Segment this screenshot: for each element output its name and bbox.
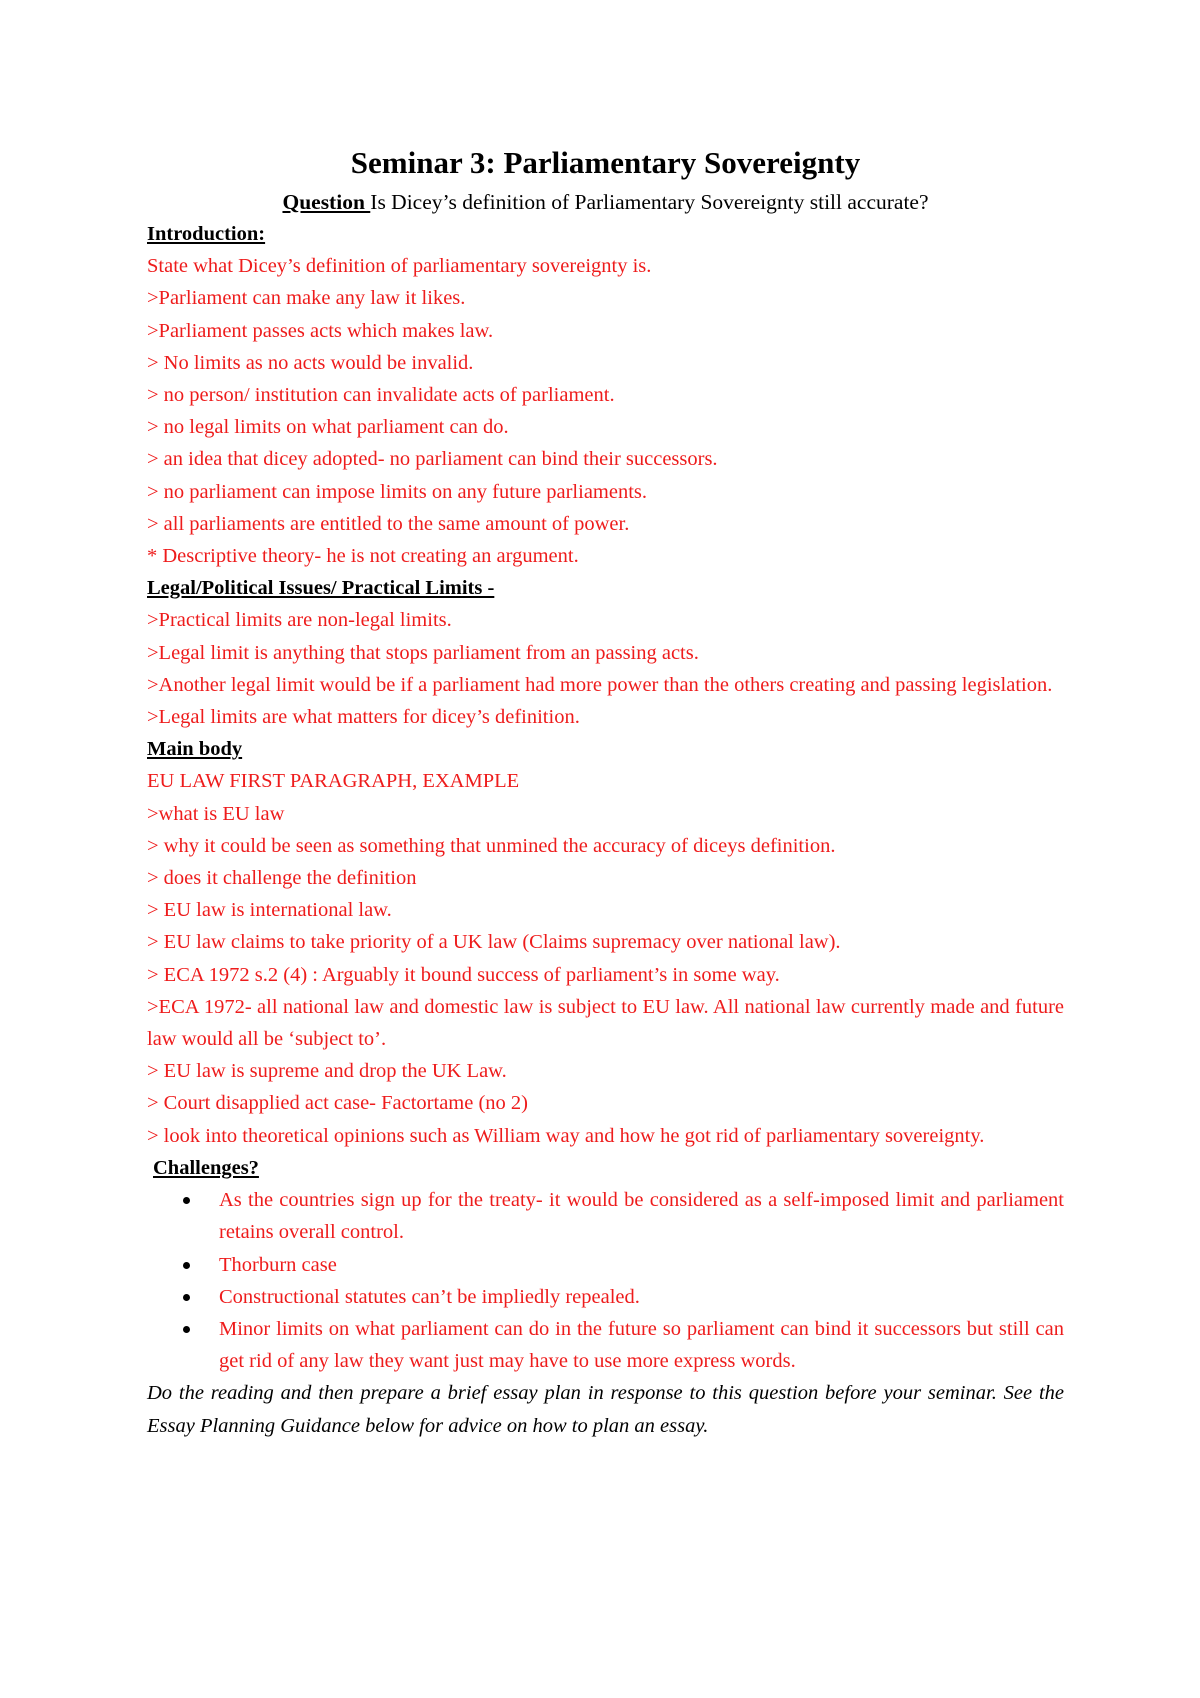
intro-note: >Parliament passes acts which makes law. bbox=[147, 319, 494, 342]
intro-note: > no legal limits on what parliament can do. bbox=[147, 416, 509, 439]
question-text: Is Dicey’s definition of Parliamentary Sovereignty still accurate? bbox=[370, 190, 929, 214]
main-body-heading: Main body bbox=[147, 738, 243, 761]
main-note: > Court disapplied act case- Factortame (no 2) bbox=[147, 1092, 529, 1115]
main-note: >what is EU law bbox=[147, 802, 285, 825]
legal-note: >Legal limit is anything that stops parliament from an passing acts. bbox=[147, 641, 699, 664]
main-note: > look into theoretical opinions such as William way and how he got rid of parliamentary sovereignty. bbox=[147, 1124, 985, 1147]
main-note: > why it could be seen as something that unmined the accuracy of diceys definition. bbox=[147, 834, 836, 857]
legal-note: >Another legal limit would be if a parliament had more power than the others creating and passing legislation. bbox=[147, 673, 1053, 696]
main-body-notes bbox=[147, 765, 1064, 1151]
bullet-icon bbox=[183, 1294, 190, 1301]
main-note: EU LAW FIRST PARAGRAPH, EXAMPLE bbox=[147, 770, 520, 793]
main-note: > EU law is international law. bbox=[147, 899, 392, 922]
introduction-heading: Introduction: bbox=[147, 223, 266, 245]
challenge-text: As the countries sign up for the treaty- it would be considered as a self-imposed limit and parliament retains overall control. bbox=[219, 1189, 1064, 1244]
main-note: > EU law is supreme and drop the UK Law. bbox=[147, 1060, 507, 1083]
legal-political-heading: Legal/Political Issues/ Practical Limits - bbox=[147, 577, 495, 600]
challenges-heading: Challenges? bbox=[153, 1156, 259, 1179]
closing-instruction: Do the reading and then prepare a brief essay plan in response to this question before your seminar. See the Essay Planning Guidance below for advice on how to plan an essay. bbox=[147, 1382, 1064, 1437]
intro-note: > an idea that dicey adopted- no parliament can bind their successors. bbox=[147, 448, 718, 471]
intro-note: > no parliament can impose limits on any future parliaments. bbox=[147, 480, 648, 503]
list-item bbox=[219, 1184, 1064, 1248]
intro-note: State what Dicey’s definition of parliamentary sovereignty is. bbox=[147, 255, 652, 278]
bullet-icon bbox=[183, 1197, 190, 1204]
introduction-notes bbox=[147, 250, 1064, 572]
main-note: > ECA 1972 s.2 (4) : Arguably it bound success of parliament’s in some way. bbox=[147, 963, 780, 986]
bullet-icon bbox=[183, 1262, 190, 1269]
legal-note: >Practical limits are non-legal limits. bbox=[147, 609, 452, 632]
intro-note: > no person/ institution can invalidate acts of parliament. bbox=[147, 384, 615, 407]
intro-note: * Descriptive theory- he is not creating an argument. bbox=[147, 545, 579, 568]
legal-note: >Legal limits are what matters for dicey’s definition. bbox=[147, 706, 580, 729]
question-line bbox=[147, 186, 1064, 218]
intro-note: >Parliament can make any law it likes. bbox=[147, 287, 466, 310]
challenge-text: Thorburn case bbox=[219, 1253, 337, 1276]
main-note: > EU law claims to take priority of a UK law (Claims supremacy over national law). bbox=[147, 931, 841, 954]
challenges-list bbox=[147, 1184, 1064, 1377]
page-title: Seminar 3: Parliamentary Sovereignty bbox=[350, 145, 861, 180]
list-item bbox=[219, 1281, 1064, 1313]
main-note: >ECA 1972- all national law and domestic law is subject to EU law. All national law currently made and future law would all be ‘subject to’. bbox=[147, 995, 1064, 1051]
list-item bbox=[219, 1313, 1064, 1377]
bullet-icon bbox=[183, 1326, 190, 1333]
challenge-text: Constructional statutes can’t be impliedly repealed. bbox=[219, 1285, 640, 1308]
challenge-text: Minor limits on what parliament can do in the future so parliament can bind it successors but still can get rid of any law they want just may have to use more express words. bbox=[219, 1317, 1064, 1373]
question-label: Question bbox=[282, 190, 371, 214]
intro-note: > No limits as no acts would be invalid. bbox=[147, 351, 474, 374]
main-note: > does it challenge the definition bbox=[147, 867, 417, 890]
list-item bbox=[219, 1249, 1064, 1281]
intro-note: > all parliaments are entitled to the same amount of power. bbox=[147, 512, 630, 535]
legal-political-notes bbox=[147, 604, 1064, 733]
